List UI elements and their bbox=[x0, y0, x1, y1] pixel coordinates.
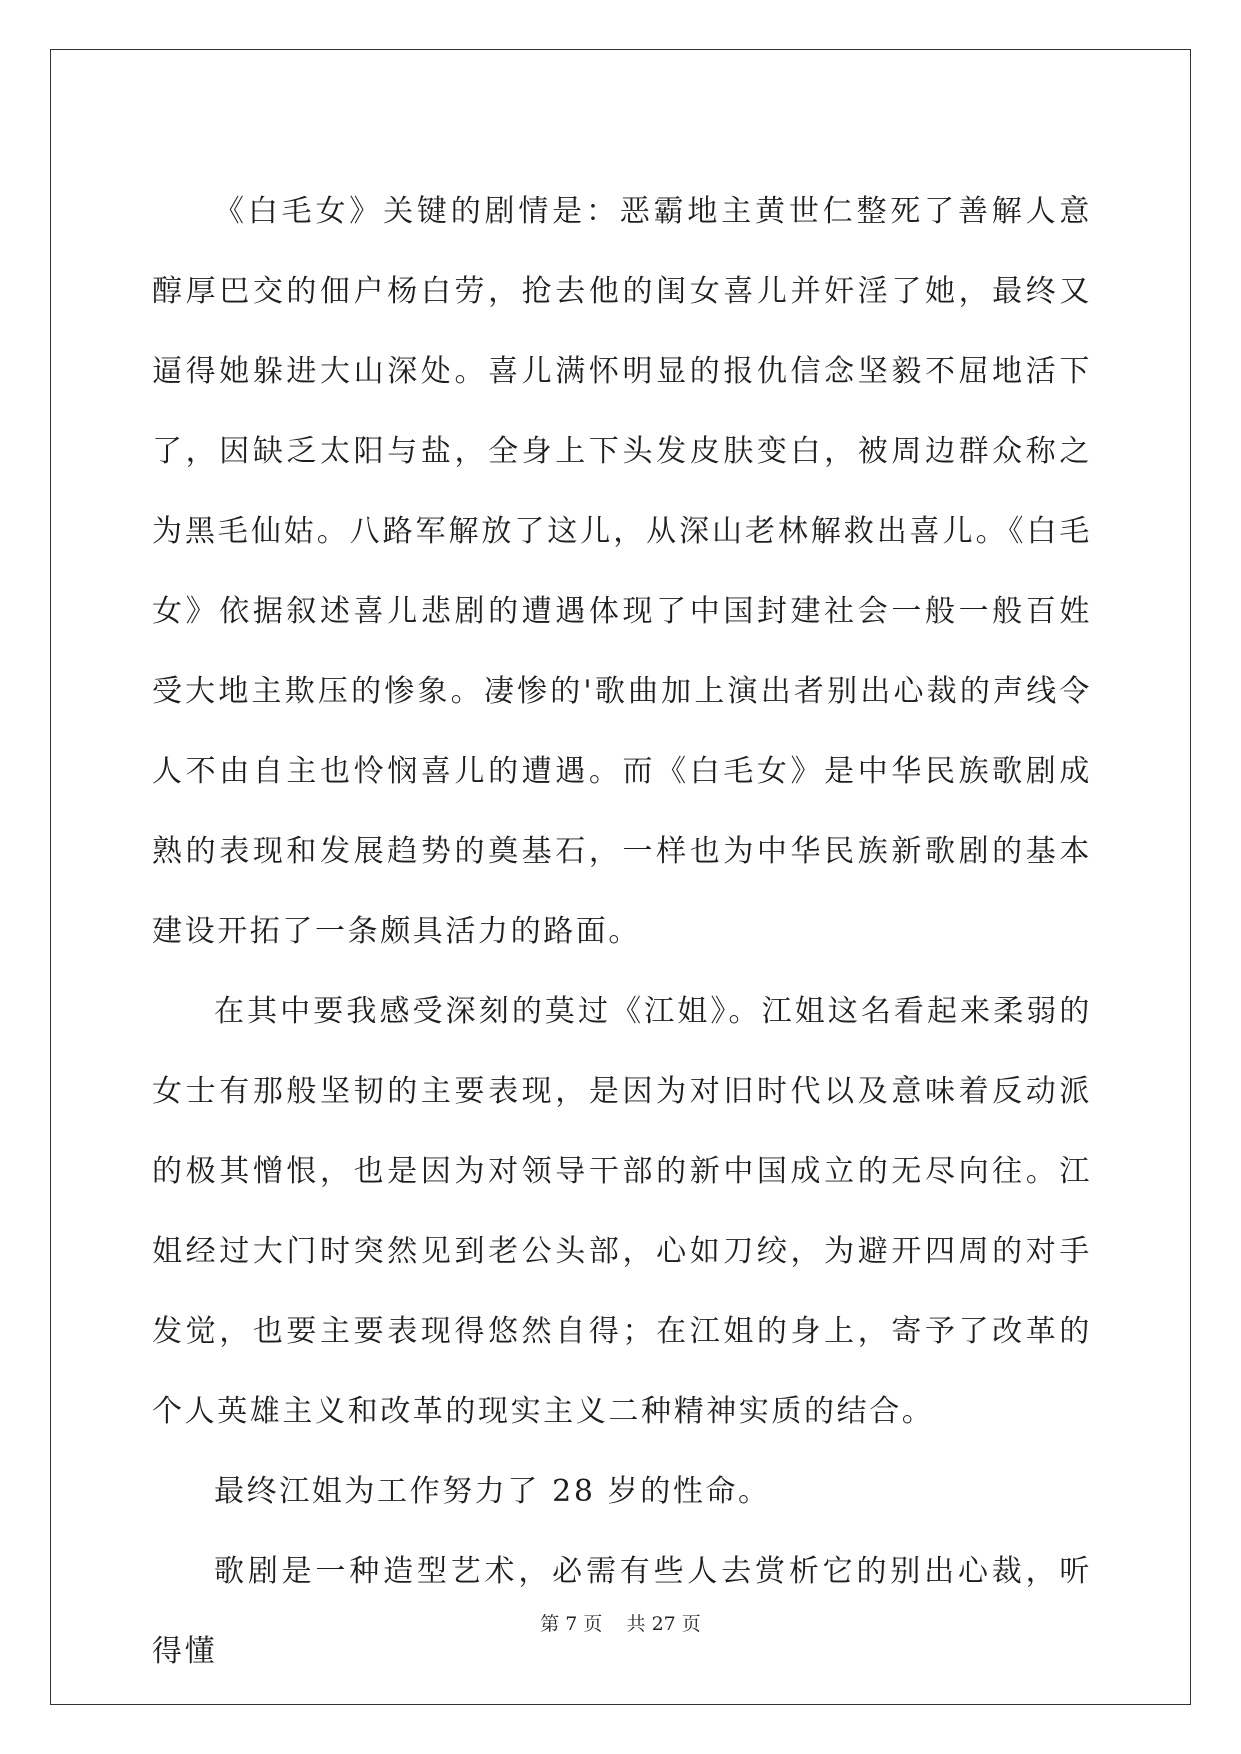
paragraph-3: 最终江姐为工作努力了 28 岁的性命。 bbox=[214, 1474, 771, 1509]
paragraph-1: 《白毛女》关键的剧情是：恶霸地主黄世仁整死了善解人意醇厚巴交的佃户杨白劳，抢去他的闺女喜儿并奸淫了她，最终又逼得她躲进大山深处。喜儿满怀明显的报仇信念坚毅不屈地活下了，因缺乏太阳与盐，全身上下头发皮肤变白，被周边群众称之为黑毛仙姑。八路军解放了这儿，从深山老林解救出喜儿。《白毛女》依据叙述喜儿悲剧的遭遇体现了中国封建社会一般一般百姓受大地主欺压的惨象。凄惨的'歌曲加上演出者别出心裁的声线令人不由自主也怜悯喜儿的遭遇。而《白毛女》是中华民族歌剧成熟的表现和发展趋势的奠基石，一样也为中华民族新歌剧的基本建设开拓了一条颇具活力的路面。 bbox=[152, 194, 1092, 949]
paragraph-2: 在其中要我感受深刻的莫过《江姐》。江姐这名看起来柔弱的女士有那般坚韧的主要表现，是因为对旧时代以及意味着反动派的极其憎恨，也是因为对领导干部的新中国成立的无尽向往。江姐经过大门时突然见到老公头部，心如刀绞，为避开四周的对手发觉，也要主要表现得悠然自得；在江姐的身上，寄予了改革的个人英雄主义和改革的现实主义二种精神实质的结合。 bbox=[152, 994, 1092, 1429]
page-number: 第 7 页 bbox=[540, 1613, 603, 1635]
page-footer bbox=[0, 1609, 1241, 1636]
page-total: 共 27 页 bbox=[626, 1613, 701, 1635]
paragraph-4: 歌剧是一种造型艺术，必需有些人去赏析它的别出心裁，听得懂 bbox=[152, 1554, 1092, 1669]
document-body bbox=[152, 172, 1092, 1692]
